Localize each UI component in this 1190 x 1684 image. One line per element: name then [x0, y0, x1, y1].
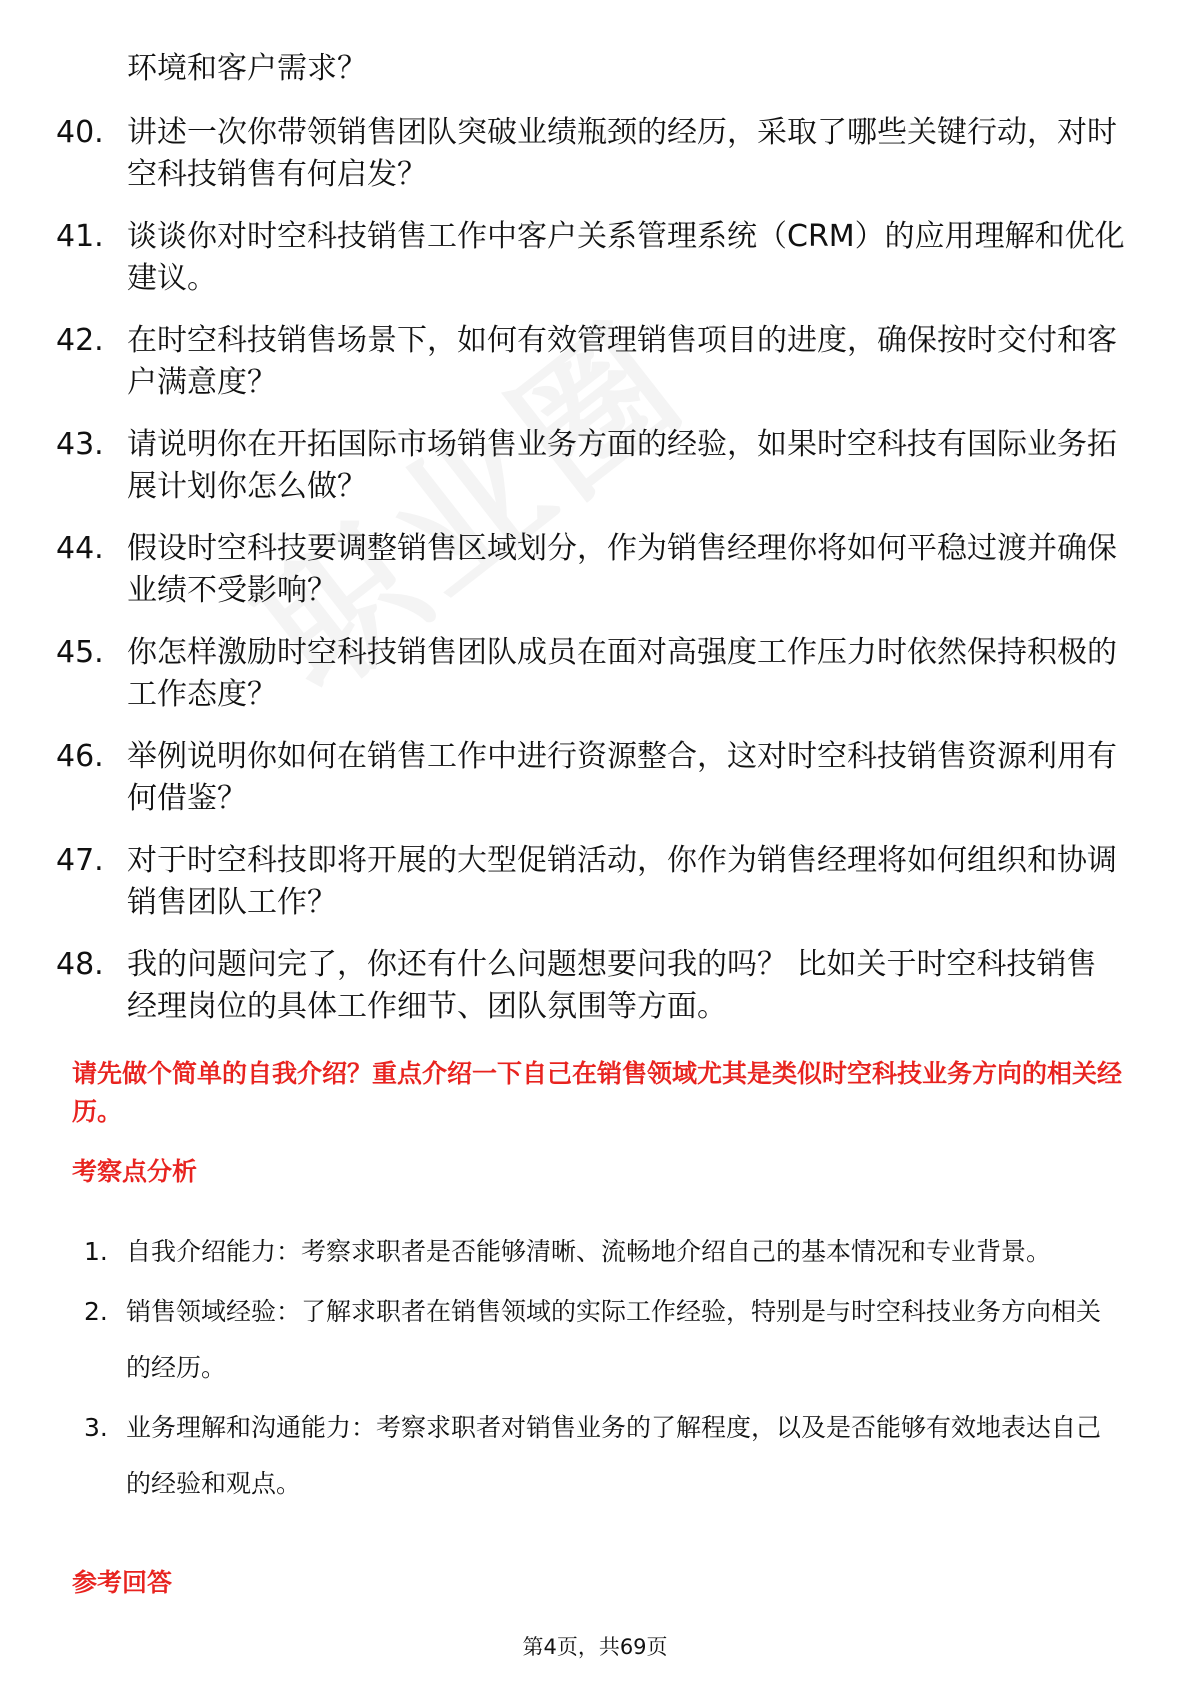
question-item	[56, 944, 1126, 1028]
question-text: 你怎样激励时空科技销售团队成员在面对高强度工作压力时依然保持积极的工作态度？	[127, 635, 1117, 712]
analysis-number: 3.	[84, 1413, 108, 1442]
highlighted-question: 请先做个简单的自我介绍？重点介绍一下自己在销售领域尤其是类似时空科技业务方向的相关经历。	[72, 1059, 1123, 1126]
question-number: 42.	[56, 323, 104, 358]
question-number: 48.	[56, 947, 104, 982]
question-number: 44.	[56, 531, 104, 566]
question-number: 47.	[56, 843, 104, 878]
question-item	[56, 320, 1126, 404]
analysis-item	[84, 1284, 1124, 1396]
analysis-heading: 考察点分析	[72, 1157, 198, 1186]
question-text: 在时空科技销售场景下，如何有效管理销售项目的进度，确保按时交付和客户满意度？	[127, 323, 1117, 400]
question-item	[56, 216, 1126, 300]
question-text: 举例说明你如何在销售工作中进行资源整合，这对时空科技销售资源利用有何借鉴？	[127, 739, 1117, 816]
question-text: 假设时空科技要调整销售区域划分，作为销售经理你将如何平稳过渡并确保业绩不受影响？	[127, 531, 1117, 608]
question-number: 43.	[56, 427, 104, 462]
analysis-item	[84, 1224, 1124, 1280]
question-text: 谈谈你对时空科技销售工作中客户关系管理系统（CRM）的应用理解和优化建议。	[127, 219, 1125, 296]
question-text: 讲述一次你带领销售团队突破业绩瓶颈的经历，采取了哪些关键行动，对时空科技销售有何启发？	[127, 115, 1117, 192]
analysis-number: 2.	[84, 1297, 108, 1326]
analysis-text: 自我介绍能力：考察求职者是否能够清晰、流畅地介绍自己的基本情况和专业背景。	[126, 1237, 1052, 1266]
question-item	[56, 424, 1126, 508]
question-item	[56, 632, 1126, 716]
question-item	[56, 528, 1126, 612]
question-list	[56, 112, 1126, 1048]
page-footer: 第4页，共69页	[522, 1635, 668, 1659]
question-text: 对于时空科技即将开展的大型促销活动，你作为销售经理将如何组织和协调销售团队工作？	[127, 843, 1117, 920]
question-text: 请说明你在开拓国际市场销售业务方面的经验，如果时空科技有国际业务拓展计划你怎么做？	[127, 427, 1117, 504]
question-number: 41.	[56, 219, 104, 254]
question-number: 45.	[56, 635, 104, 670]
question-item	[56, 736, 1126, 820]
analysis-list	[84, 1224, 1124, 1516]
continuation-text: 环境和客户需求？	[127, 51, 367, 86]
analysis-text: 销售领域经验：了解求职者在销售领域的实际工作经验，特别是与时空科技业务方向相关的经历。	[126, 1297, 1102, 1382]
reference-heading: 参考回答	[72, 1568, 173, 1597]
question-item	[56, 112, 1126, 196]
question-text: 我的问题问完了，你还有什么问题想要问我的吗？ 比如关于时空科技销售经理岗位的具体工作细节、团队氛围等方面。	[127, 947, 1097, 1024]
question-item	[56, 840, 1126, 924]
analysis-text: 业务理解和沟通能力：考察求职者对销售业务的了解程度，以及是否能够有效地表达自己的经验和观点。	[126, 1413, 1102, 1498]
analysis-number: 1.	[84, 1237, 108, 1266]
question-number: 46.	[56, 739, 104, 774]
question-number: 40.	[56, 115, 104, 150]
analysis-item	[84, 1400, 1124, 1512]
